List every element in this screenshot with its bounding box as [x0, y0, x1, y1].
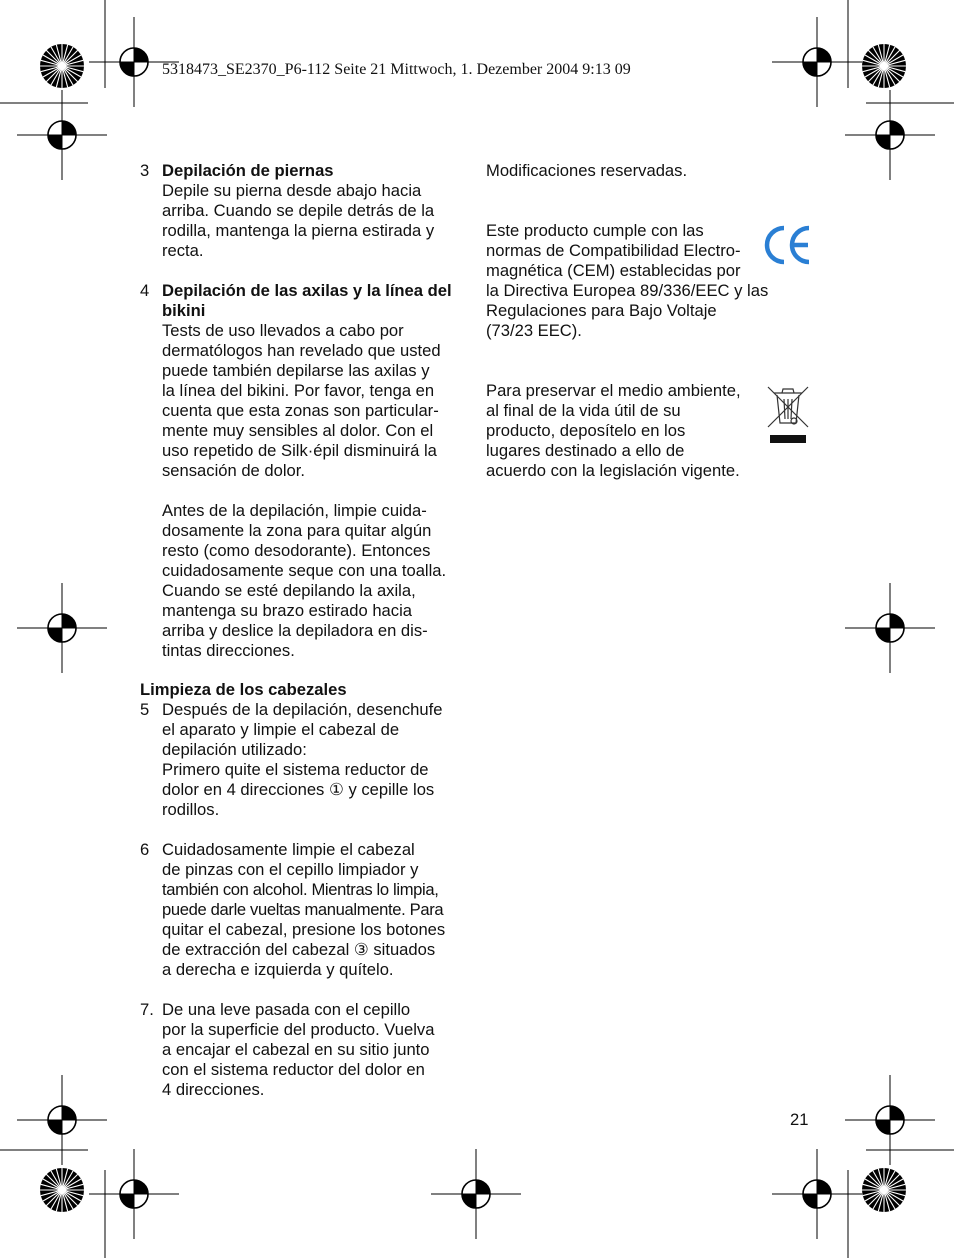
text-line: resto (como desodorante). Entonces — [162, 541, 431, 560]
modifications-note: Modificaciones reservadas. — [486, 161, 688, 180]
environment-statement — [486, 381, 806, 481]
text-line: de extracción del cabezal ③ situados — [162, 940, 436, 959]
step-number: 5 — [140, 700, 150, 719]
text-line: al final de la vida útil de su — [486, 401, 681, 420]
text-line: De una leve pasada con el cepillo — [162, 1000, 411, 1019]
registration-mark-icon — [89, 1149, 179, 1239]
step-number: 6 — [140, 840, 150, 859]
text-line: cuenta que esta zonas son particular- — [162, 401, 439, 420]
text-line: Depile su pierna desde abajo hacia — [162, 181, 422, 200]
text-line: Antes de la depilación, limpie cuida- — [162, 501, 427, 520]
step-number: 7. — [140, 1000, 154, 1019]
text-line: rodilla, mantenga la pierna estirada y — [162, 221, 435, 240]
text-line: depilación utilizado: — [162, 740, 307, 759]
text-line: dolor en 4 direcciones ① y cepille los — [162, 780, 435, 799]
text-line: lugares destinado a ello de — [486, 441, 685, 460]
registration-mark-icon — [845, 583, 935, 673]
text-line: sensación de dolor. — [162, 461, 305, 480]
text-line: normas de Compatibilidad Electro- — [486, 241, 741, 260]
text-line: magnética (CEM) establecidas por — [486, 261, 741, 280]
text-line: Cuidadosamente limpie el cabezal — [162, 840, 415, 859]
text-line: de pinzas con el cepillo limpiador y — [162, 860, 419, 879]
text-line: mantenga su brazo estirado hacia — [162, 601, 412, 620]
step-5 — [140, 700, 470, 820]
crossed-bin-icon — [766, 383, 812, 447]
registration-mark-icon — [17, 583, 107, 673]
text-line: Tests de uso llevados a cabo por — [162, 321, 404, 340]
text-line: por la superficie del producto. Vuelva — [162, 1020, 435, 1039]
text-line: Regulaciones para Bajo Voltaje — [486, 301, 717, 320]
ce-mark-icon — [764, 222, 814, 268]
text-line: Cuando se esté depilando la axila, — [162, 581, 416, 600]
text-line: arriba. Cuando se depile detrás de la — [162, 201, 435, 220]
text-line: Después de la depilación, desenchufe — [162, 700, 443, 719]
text-line: la línea del bikini. Por favor, tenga en — [162, 381, 435, 400]
section-heading: Limpieza de los cabezales — [140, 680, 347, 699]
star-target-icon — [40, 44, 84, 88]
text-line: a derecha e izquierda y quítelo. — [162, 960, 394, 979]
star-target-icon — [40, 1168, 84, 1212]
text-line: (73/23 EEC). — [486, 321, 582, 340]
text-line: tintas direcciones. — [162, 641, 295, 660]
step-number: 3 — [140, 161, 150, 180]
text-line: también con alcohol. Mientras lo limpia, — [162, 880, 439, 899]
registration-mark-icon — [845, 1075, 935, 1165]
text-line: acuerdo con la legislación vigente. — [486, 461, 740, 480]
step-4 — [140, 281, 470, 661]
text-line: la Directiva Europea 89/336/EEC y las — [486, 281, 769, 300]
text-line: dermatólogos han revelado que usted — [162, 341, 441, 360]
registration-mark-icon — [431, 1149, 521, 1239]
text-line: uso repetido de Silk·épil disminuirá la — [162, 441, 437, 460]
print-slug: 5318473_SE2370_P6-112 Seite 21 Mittwoch, 1. Dezember 2004 9:13 09 — [162, 61, 631, 78]
text-line: con el sistema reductor del dolor en — [162, 1060, 425, 1079]
text-line: dosamente la zona para quitar algún — [162, 521, 432, 540]
ce-statement — [486, 221, 806, 341]
step-3 — [140, 161, 470, 261]
page-number: 21 — [790, 1110, 809, 1129]
step-title: Depilación de las axilas y la línea del — [162, 281, 452, 300]
text-line: recta. — [162, 241, 204, 260]
text-line: a encajar el cabezal en su sitio junto — [162, 1040, 430, 1059]
text-line: Este producto cumple con las — [486, 221, 704, 240]
text-line: arriba y deslice la depiladora en dis- — [162, 621, 428, 640]
step-number: 4 — [140, 281, 150, 300]
step-6 — [140, 840, 470, 980]
text-line: puede también depilarse las axilas y — [162, 361, 430, 380]
text-line: Para preservar el medio ambiente, — [486, 381, 741, 400]
text-line: mente muy sensibles al dolor. Con el — [162, 421, 434, 440]
text-line: quitar el cabezal, presione los botones — [162, 920, 446, 939]
star-target-icon — [862, 44, 906, 88]
step-title: Depilación de piernas — [162, 161, 334, 180]
text-line: el aparato y limpie el cabezal de — [162, 720, 400, 739]
left-column — [140, 161, 470, 1100]
step-title: bikini — [162, 301, 206, 320]
text-line: rodillos. — [162, 800, 220, 819]
text-line: producto, deposítelo en los — [486, 421, 686, 440]
star-target-icon — [862, 1168, 906, 1212]
text-line: 4 direcciones. — [162, 1080, 265, 1099]
step-7 — [140, 1000, 470, 1100]
text-line: Primero quite el sistema reductor de — [162, 760, 429, 779]
right-column — [486, 161, 806, 481]
text-line: cuidadosamente seque con una toalla. — [162, 561, 447, 580]
text-line: puede darle vueltas manualmente. Para — [162, 900, 444, 919]
registration-mark-icon — [17, 1075, 107, 1165]
